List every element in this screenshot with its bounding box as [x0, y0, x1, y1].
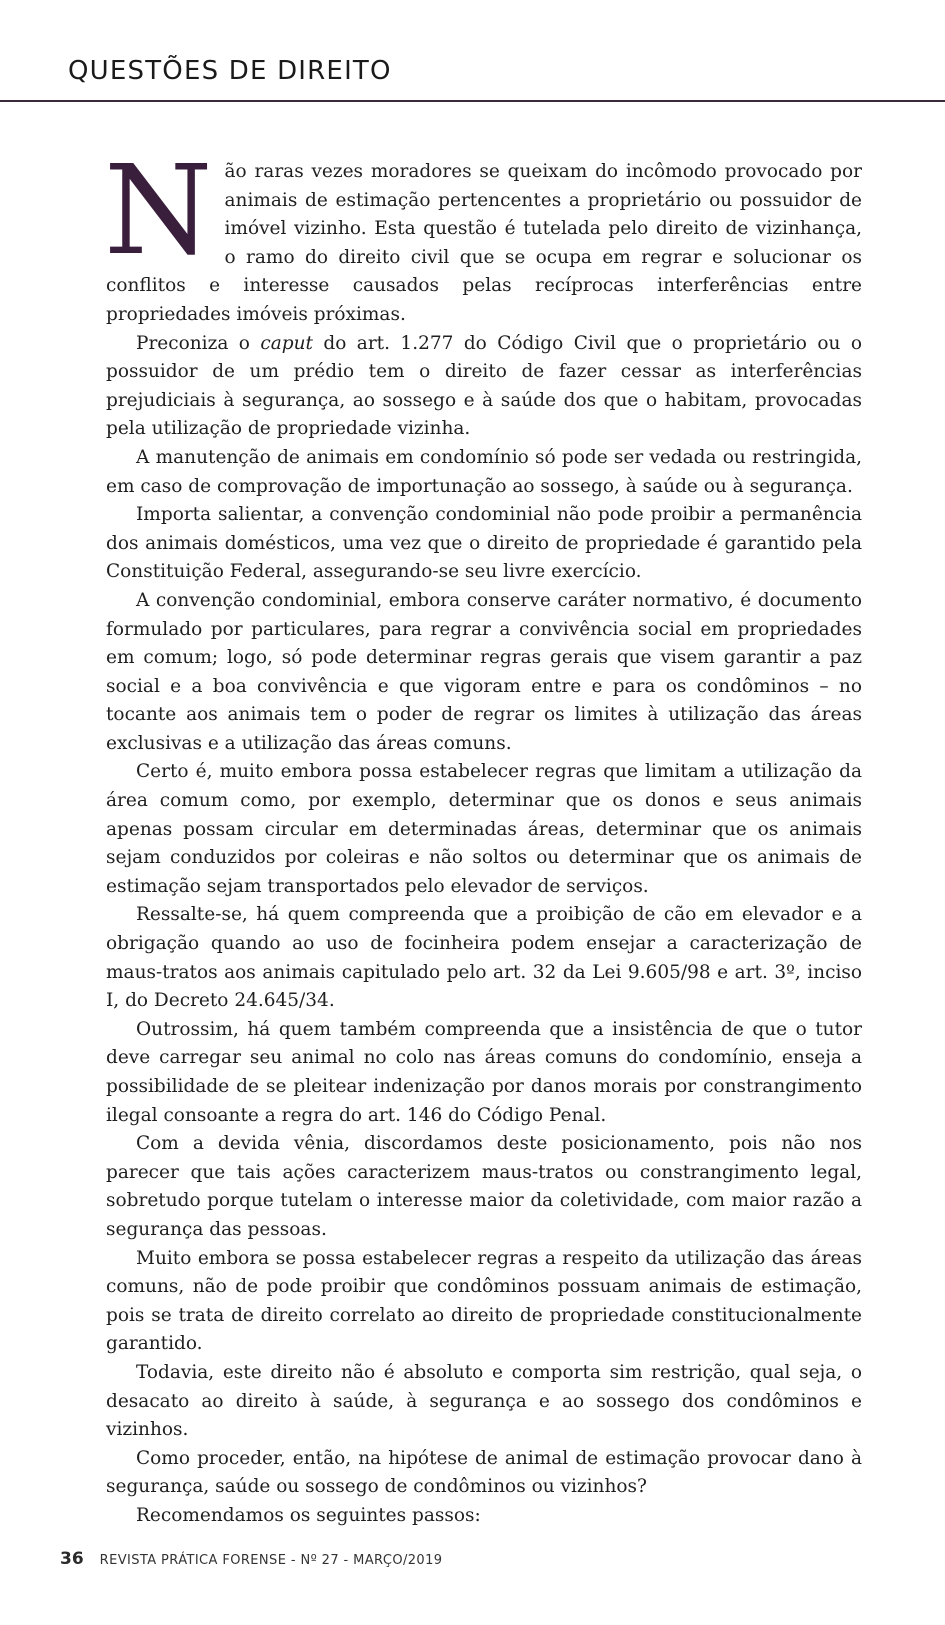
article-paragraph-1	[104, 139, 862, 330]
article-paragraph-4: Importa salientar, a convenção condominial não pode proibir a permanência dos animais domésticos, uma vez que o direito de propriedade é garantido pela Constituição Federal, assegurando-se seu livre exercício.	[106, 504, 862, 583]
paragraph-text: Preconiza o	[136, 332, 261, 354]
article-paragraph-6: Certo é, muito embora possa estabelecer regras que limitam a utilização da área comum como, por exemplo, determinar que os donos e seus animais apenas possam circular em determinadas áreas, determinar que os animais sejam conduzidos por coleiras e não soltos ou determinar que os animais de estimação sejam transportados pelo elevador de serviços.	[106, 761, 862, 897]
publication-info: REVISTA PRÁTICA FORENSE - Nº 27 - MARÇO/2019	[99, 1553, 443, 1568]
article-paragraph-3: A manutenção de animais em condomínio só pode ser vedada ou restringida, em caso de comprovação de importunação ao sossego, à saúde ou à segurança.	[106, 446, 862, 497]
drop-cap: N	[104, 139, 213, 283]
article-paragraph-2	[106, 330, 862, 444]
article-paragraph-13: Recomendamos os seguintes passos:	[136, 1504, 481, 1526]
article-paragraph-12: Como proceder, então, na hipótese de animal de estimação provocar dano à segurança, saúde ou sossego de condôminos ou vizinhos?	[106, 1447, 862, 1498]
article-paragraph-7: Ressalte-se, há quem compreenda que a proibição de cão em elevador e a obrigação quando ao uso de focinheira podem ensejar a caracterização de maus-tratos aos animais capitulado pelo art. 32 da Lei 9.605/98 e art. 3º, inciso I, do Decreto 24.645/34.	[106, 904, 862, 1012]
paragraph-text: ão raras vezes moradores se queixam do incômodo provocado por animais de estimação pertencentes a proprietário ou possuidor de imóvel vizinho. Esta questão é tutelada pelo direito de vizinhança, o ramo do direito civil que se ocupa em regrar e solucionar os conflitos e interesse causados pelas recíprocas interferências entre propriedades imóveis próximas.	[106, 161, 862, 325]
article-body	[104, 139, 862, 1531]
article-paragraph-9: Com a devida vênia, discordamos deste posicionamento, pois não nos parecer que tais ações caracterizem maus-tratos ou constrangimento legal, sobretudo porque tutelam o interesse maior da coletividade, com maior razão a segurança das pessoas.	[106, 1133, 862, 1240]
article-paragraph-10: Muito embora se possa estabelecer regras a respeito da utilização das áreas comuns, não de pode proibir que condôminos possuam animais de estimação, pois se trata de direito correlato ao direito de propriedade constitucionalmente garantido.	[106, 1247, 862, 1355]
page-footer	[60, 1549, 442, 1569]
article-paragraph-8: Outrossim, há quem também compreenda que a insistência de que o tutor deve carregar seu animal no colo nas áreas comuns do condomínio, enseja a possibilidade de se pleitear indenização por danos morais por constrangimento ilegal consoante a regra do art. 146 do Código Penal.	[106, 1018, 862, 1126]
article-paragraph-5: A convenção condominial, embora conserve caráter normativo, é documento formulado por particulares, para regrar a convivência social em propriedades em comum; logo, só pode determinar regras gerais que visem garantir a paz social e a boa convivência e que vigoram entre e para os condôminos – no tocante aos animais tem o poder de regrar os limites à utilização das áreas exclusivas e a utilização das áreas comuns.	[106, 589, 862, 754]
article-paragraph-11: Todavia, este direito não é absoluto e comporta sim restrição, qual seja, o desacato ao direito à saúde, à segurança e ao sossego dos condôminos e vizinhos.	[106, 1361, 862, 1441]
italic-term: caput	[260, 332, 313, 354]
paragraph-text: do art. 1.277 do Código Civil que o proprietário ou o possuidor de um prédio tem o direito de fazer cessar as interferências prejudiciais à segurança, ao sossego e à saúde dos que o habitam, provocadas pela utilização de propriedade vizinha.	[106, 332, 862, 440]
header-divider	[0, 100, 945, 102]
section-title: QUESTÕES DE DIREITO	[68, 56, 392, 86]
page-number: 36	[60, 1549, 84, 1569]
